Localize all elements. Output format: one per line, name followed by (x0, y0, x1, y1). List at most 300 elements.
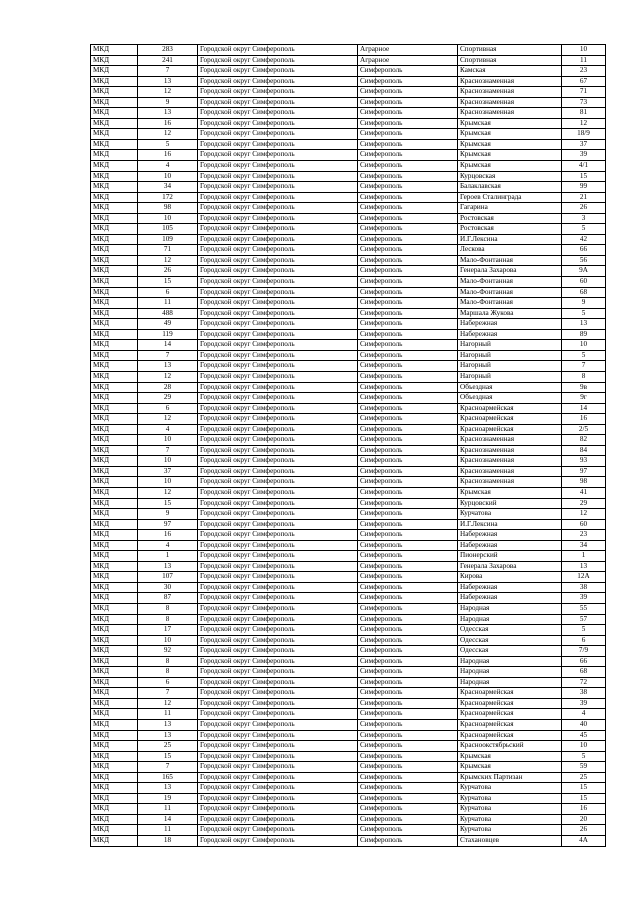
locality-cell: Симферополь (358, 519, 458, 530)
house-number-cell: 60 (562, 277, 606, 288)
locality-cell: Симферополь (358, 277, 458, 288)
locality-cell: Симферополь (358, 667, 458, 678)
district-cell: Городской округ Симферополь (198, 66, 358, 77)
locality-cell: Симферополь (358, 161, 458, 172)
street-cell: Крымская (458, 150, 562, 161)
district-cell: Городской округ Симферополь (198, 783, 358, 794)
district-cell: Городской округ Симферополь (198, 509, 358, 520)
building-type-cell: МКД (91, 277, 138, 288)
record-number-cell: 11 (138, 825, 198, 836)
street-cell: Кирова (458, 572, 562, 583)
district-cell: Городской округ Симферополь (198, 603, 358, 614)
record-number-cell: 16 (138, 150, 198, 161)
table-row (91, 530, 606, 541)
district-cell: Городской округ Симферополь (198, 414, 358, 425)
table-row (91, 171, 606, 182)
table-row (91, 698, 606, 709)
building-type-cell: МКД (91, 614, 138, 625)
record-number-cell: 165 (138, 772, 198, 783)
street-cell: Народная (458, 677, 562, 688)
building-type-cell: МКД (91, 403, 138, 414)
record-number-cell: 12 (138, 255, 198, 266)
house-number-cell: 82 (562, 435, 606, 446)
record-number-cell: 17 (138, 625, 198, 636)
street-cell: Мало-Фонтанная (458, 255, 562, 266)
building-type-cell: МКД (91, 793, 138, 804)
building-type-cell: МКД (91, 139, 138, 150)
building-type-cell: МКД (91, 551, 138, 562)
street-cell: Набережная (458, 319, 562, 330)
locality-cell: Симферополь (358, 371, 458, 382)
locality-cell: Симферополь (358, 139, 458, 150)
building-type-cell: МКД (91, 825, 138, 836)
building-type-cell: МКД (91, 646, 138, 657)
table-row (91, 97, 606, 108)
record-number-cell: 26 (138, 266, 198, 277)
district-cell: Городской округ Симферополь (198, 435, 358, 446)
table-row (91, 350, 606, 361)
locality-cell: Симферополь (358, 814, 458, 825)
street-cell: Лескова (458, 245, 562, 256)
locality-cell: Симферополь (358, 582, 458, 593)
district-cell: Городской округ Симферополь (198, 424, 358, 435)
table-row (91, 66, 606, 77)
locality-cell: Симферополь (358, 804, 458, 815)
building-type-cell: МКД (91, 266, 138, 277)
house-number-cell: 59 (562, 762, 606, 773)
locality-cell: Симферополь (358, 456, 458, 467)
street-cell: Курцовский (458, 498, 562, 509)
table-row (91, 213, 606, 224)
building-type-cell: МКД (91, 656, 138, 667)
table-row (91, 182, 606, 193)
house-number-cell: 56 (562, 255, 606, 266)
table-row (91, 561, 606, 572)
district-cell: Городской округ Симферополь (198, 825, 358, 836)
street-cell: Стахановцев (458, 836, 562, 847)
street-cell: Краснознаменная (458, 456, 562, 467)
street-cell: Красноармейская (458, 414, 562, 425)
building-type-cell: МКД (91, 213, 138, 224)
district-cell: Городской округ Симферополь (198, 498, 358, 509)
house-number-cell: 73 (562, 97, 606, 108)
record-number-cell: 172 (138, 192, 198, 203)
house-number-cell: 13 (562, 319, 606, 330)
building-type-cell: МКД (91, 382, 138, 393)
building-type-cell: МКД (91, 424, 138, 435)
house-number-cell: 9 (562, 298, 606, 309)
street-cell: Крымская (458, 161, 562, 172)
house-number-cell: 10 (562, 340, 606, 351)
house-number-cell: 38 (562, 582, 606, 593)
building-type-cell: МКД (91, 245, 138, 256)
district-cell: Городской округ Симферополь (198, 561, 358, 572)
street-cell: Одесская (458, 625, 562, 636)
building-type-cell: МКД (91, 487, 138, 498)
house-number-cell: 41 (562, 487, 606, 498)
table-row (91, 804, 606, 815)
locality-cell: Симферополь (358, 762, 458, 773)
record-number-cell: 97 (138, 519, 198, 530)
building-type-cell: МКД (91, 783, 138, 794)
street-cell: Нагорный (458, 350, 562, 361)
district-cell: Городской округ Симферополь (198, 762, 358, 773)
record-number-cell: 4 (138, 540, 198, 551)
district-cell: Городской округ Симферополь (198, 751, 358, 762)
table-row (91, 572, 606, 583)
building-type-cell: МКД (91, 435, 138, 446)
record-number-cell: 13 (138, 76, 198, 87)
locality-cell: Симферополь (358, 445, 458, 456)
table-row (91, 487, 606, 498)
street-cell: Курчатова (458, 825, 562, 836)
table-row (91, 814, 606, 825)
district-cell: Городской округ Симферополь (198, 477, 358, 488)
house-number-cell: 7/9 (562, 646, 606, 657)
locality-cell: Симферополь (358, 298, 458, 309)
table-row (91, 129, 606, 140)
building-type-cell: МКД (91, 635, 138, 646)
building-type-cell: МКД (91, 804, 138, 815)
table-row (91, 751, 606, 762)
district-cell: Городской округ Симферополь (198, 139, 358, 150)
record-number-cell: 12 (138, 129, 198, 140)
record-number-cell: 10 (138, 635, 198, 646)
locality-cell: Симферополь (358, 477, 458, 488)
house-number-cell: 45 (562, 730, 606, 741)
street-cell: Крымская (458, 118, 562, 129)
house-number-cell: 93 (562, 456, 606, 467)
record-number-cell: 16 (138, 118, 198, 129)
house-number-cell: 40 (562, 720, 606, 731)
table-row (91, 519, 606, 530)
building-type-cell: МКД (91, 234, 138, 245)
table-row (91, 540, 606, 551)
record-number-cell: 49 (138, 319, 198, 330)
building-type-cell: МКД (91, 97, 138, 108)
district-cell: Городской округ Симферополь (198, 192, 358, 203)
locality-cell: Симферополь (358, 793, 458, 804)
table-row (91, 456, 606, 467)
record-number-cell: 119 (138, 329, 198, 340)
building-type-cell: МКД (91, 709, 138, 720)
district-cell: Городской округ Симферополь (198, 804, 358, 815)
house-number-cell: 15 (562, 783, 606, 794)
locality-cell: Симферополь (358, 192, 458, 203)
street-cell: Красноармейская (458, 709, 562, 720)
house-number-cell: 68 (562, 287, 606, 298)
building-type-cell: МКД (91, 129, 138, 140)
street-cell: Краснознаменная (458, 466, 562, 477)
house-number-cell: 34 (562, 540, 606, 551)
locality-cell: Симферополь (358, 836, 458, 847)
record-number-cell: 15 (138, 498, 198, 509)
record-number-cell: 13 (138, 720, 198, 731)
building-registry-table (90, 44, 606, 847)
district-cell: Городской округ Симферополь (198, 625, 358, 636)
building-type-cell: МКД (91, 677, 138, 688)
table-row (91, 340, 606, 351)
record-number-cell: 11 (138, 298, 198, 309)
building-type-cell: МКД (91, 255, 138, 266)
building-type-cell: МКД (91, 203, 138, 214)
locality-cell: Симферополь (358, 688, 458, 699)
table-row (91, 677, 606, 688)
street-cell: Набережная (458, 530, 562, 541)
record-number-cell: 37 (138, 466, 198, 477)
record-number-cell: 14 (138, 814, 198, 825)
record-number-cell: 7 (138, 688, 198, 699)
district-cell: Городской округ Симферополь (198, 466, 358, 477)
house-number-cell: 29 (562, 498, 606, 509)
record-number-cell: 4 (138, 161, 198, 172)
table-row (91, 161, 606, 172)
district-cell: Городской округ Симферополь (198, 456, 358, 467)
record-number-cell: 30 (138, 582, 198, 593)
house-number-cell: 16 (562, 414, 606, 425)
house-number-cell: 89 (562, 329, 606, 340)
record-number-cell: 11 (138, 804, 198, 815)
street-cell: Нагорный (458, 361, 562, 372)
record-number-cell: 10 (138, 435, 198, 446)
table-row (91, 688, 606, 699)
street-cell: Народная (458, 667, 562, 678)
house-number-cell: 57 (562, 614, 606, 625)
building-type-cell: МКД (91, 308, 138, 319)
house-number-cell: 42 (562, 234, 606, 245)
locality-cell: Симферополь (358, 414, 458, 425)
house-number-cell: 14 (562, 403, 606, 414)
record-number-cell: 15 (138, 751, 198, 762)
house-number-cell: 5 (562, 308, 606, 319)
table-row (91, 298, 606, 309)
record-number-cell: 10 (138, 456, 198, 467)
building-type-cell: МКД (91, 182, 138, 193)
house-number-cell: 12 (562, 118, 606, 129)
street-cell: Краснознаменная (458, 97, 562, 108)
house-number-cell: 72 (562, 677, 606, 688)
locality-cell: Симферополь (358, 561, 458, 572)
district-cell: Городской округ Симферополь (198, 593, 358, 604)
street-cell: Краснознаменная (458, 76, 562, 87)
district-cell: Городской округ Симферополь (198, 793, 358, 804)
house-number-cell: 11 (562, 55, 606, 66)
record-number-cell: 13 (138, 361, 198, 372)
house-number-cell: 71 (562, 87, 606, 98)
street-cell: Набережная (458, 593, 562, 604)
district-cell: Городской округ Симферополь (198, 720, 358, 731)
house-number-cell: 21 (562, 192, 606, 203)
table-row (91, 329, 606, 340)
locality-cell: Симферополь (358, 66, 458, 77)
street-cell: Пионерский (458, 551, 562, 562)
street-cell: Красноармейская (458, 424, 562, 435)
table-row (91, 720, 606, 731)
house-number-cell: 2/5 (562, 424, 606, 435)
locality-cell: Симферополь (358, 677, 458, 688)
house-number-cell: 39 (562, 150, 606, 161)
record-number-cell: 12 (138, 698, 198, 709)
district-cell: Городской округ Симферополь (198, 540, 358, 551)
district-cell: Городской округ Симферополь (198, 277, 358, 288)
table-row (91, 709, 606, 720)
building-type-cell: МКД (91, 593, 138, 604)
building-type-cell: МКД (91, 477, 138, 488)
building-type-cell: МКД (91, 540, 138, 551)
house-number-cell: 37 (562, 139, 606, 150)
locality-cell: Симферополь (358, 403, 458, 414)
record-number-cell: 12 (138, 87, 198, 98)
registry-table-body (91, 45, 606, 847)
record-number-cell: 8 (138, 614, 198, 625)
record-number-cell: 8 (138, 603, 198, 614)
house-number-cell: 67 (562, 76, 606, 87)
street-cell: Крымская (458, 762, 562, 773)
district-cell: Городской округ Симферополь (198, 255, 358, 266)
street-cell: И.Г.Лексина (458, 234, 562, 245)
locality-cell: Симферополь (358, 825, 458, 836)
street-cell: Краснознаменная (458, 87, 562, 98)
building-type-cell: МКД (91, 192, 138, 203)
street-cell: Маршала Жукова (458, 308, 562, 319)
locality-cell: Симферополь (358, 382, 458, 393)
building-type-cell: МКД (91, 530, 138, 541)
street-cell: Курчатова (458, 814, 562, 825)
district-cell: Городской округ Симферополь (198, 213, 358, 224)
table-row (91, 203, 606, 214)
house-number-cell: 84 (562, 445, 606, 456)
house-number-cell: 10 (562, 741, 606, 752)
street-cell: Красноармейская (458, 730, 562, 741)
table-row (91, 646, 606, 657)
table-row (91, 150, 606, 161)
building-type-cell: МКД (91, 741, 138, 752)
record-number-cell: 87 (138, 593, 198, 604)
house-number-cell: 5 (562, 350, 606, 361)
locality-cell: Симферополь (358, 118, 458, 129)
district-cell: Городской округ Симферополь (198, 150, 358, 161)
house-number-cell: 5 (562, 625, 606, 636)
street-cell: Крымская (458, 129, 562, 140)
record-number-cell: 488 (138, 308, 198, 319)
district-cell: Городской округ Симферополь (198, 118, 358, 129)
district-cell: Городской округ Симферополь (198, 730, 358, 741)
locality-cell: Симферополь (358, 783, 458, 794)
building-type-cell: МКД (91, 625, 138, 636)
street-cell: Крымская (458, 139, 562, 150)
street-cell: Мало-Фонтанная (458, 287, 562, 298)
locality-cell: Симферополь (358, 266, 458, 277)
locality-cell: Симферополь (358, 772, 458, 783)
locality-cell: Симферополь (358, 540, 458, 551)
district-cell: Городской округ Симферополь (198, 836, 358, 847)
record-number-cell: 8 (138, 656, 198, 667)
district-cell: Городской округ Симферополь (198, 382, 358, 393)
street-cell: Генерала Захарова (458, 266, 562, 277)
table-row (91, 614, 606, 625)
building-type-cell: МКД (91, 371, 138, 382)
street-cell: Нагорный (458, 371, 562, 382)
house-number-cell: 9А (562, 266, 606, 277)
table-row (91, 477, 606, 488)
house-number-cell: 7 (562, 361, 606, 372)
street-cell: Одесская (458, 635, 562, 646)
building-type-cell: МКД (91, 66, 138, 77)
street-cell: Курчатова (458, 509, 562, 520)
street-cell: Набережная (458, 329, 562, 340)
locality-cell: Симферополь (358, 350, 458, 361)
building-type-cell: МКД (91, 224, 138, 235)
table-row (91, 730, 606, 741)
table-row (91, 836, 606, 847)
table-row (91, 593, 606, 604)
street-cell: Краснознаменная (458, 435, 562, 446)
district-cell: Городской округ Симферополь (198, 45, 358, 56)
district-cell: Городской округ Симферополь (198, 203, 358, 214)
district-cell: Городской округ Симферополь (198, 76, 358, 87)
building-type-cell: МКД (91, 730, 138, 741)
street-cell: Курчатова (458, 783, 562, 794)
building-type-cell: МКД (91, 772, 138, 783)
table-row (91, 266, 606, 277)
house-number-cell: 12А (562, 572, 606, 583)
locality-cell: Симферополь (358, 709, 458, 720)
locality-cell: Симферополь (358, 498, 458, 509)
record-number-cell: 6 (138, 677, 198, 688)
district-cell: Городской округ Симферополь (198, 393, 358, 404)
district-cell: Городской округ Симферополь (198, 55, 358, 66)
locality-cell: Симферополь (358, 213, 458, 224)
street-cell: Ростовская (458, 224, 562, 235)
district-cell: Городской округ Симферополь (198, 445, 358, 456)
building-type-cell: МКД (91, 519, 138, 530)
locality-cell: Симферополь (358, 393, 458, 404)
house-number-cell: 13 (562, 561, 606, 572)
record-number-cell: 241 (138, 55, 198, 66)
house-number-cell: 26 (562, 203, 606, 214)
building-type-cell: МКД (91, 466, 138, 477)
building-type-cell: МКД (91, 287, 138, 298)
table-row (91, 772, 606, 783)
district-cell: Городской округ Симферополь (198, 329, 358, 340)
record-number-cell: 71 (138, 245, 198, 256)
building-type-cell: МКД (91, 393, 138, 404)
building-type-cell: МКД (91, 603, 138, 614)
locality-cell: Симферополь (358, 97, 458, 108)
district-cell: Городской округ Симферополь (198, 350, 358, 361)
house-number-cell: 15 (562, 793, 606, 804)
district-cell: Городской округ Симферополь (198, 814, 358, 825)
locality-cell: Симферополь (358, 308, 458, 319)
district-cell: Городской округ Симферополь (198, 361, 358, 372)
table-row (91, 192, 606, 203)
building-type-cell: МКД (91, 762, 138, 773)
record-number-cell: 13 (138, 108, 198, 119)
house-number-cell: 68 (562, 667, 606, 678)
house-number-cell: 5 (562, 224, 606, 235)
district-cell: Городской округ Симферополь (198, 371, 358, 382)
table-row (91, 635, 606, 646)
district-cell: Городской округ Симферополь (198, 614, 358, 625)
record-number-cell: 28 (138, 382, 198, 393)
record-number-cell: 11 (138, 709, 198, 720)
table-row (91, 793, 606, 804)
house-number-cell: 4/1 (562, 161, 606, 172)
district-cell: Городской округ Симферополь (198, 161, 358, 172)
table-row (91, 287, 606, 298)
building-type-cell: МКД (91, 720, 138, 731)
building-type-cell: МКД (91, 509, 138, 520)
